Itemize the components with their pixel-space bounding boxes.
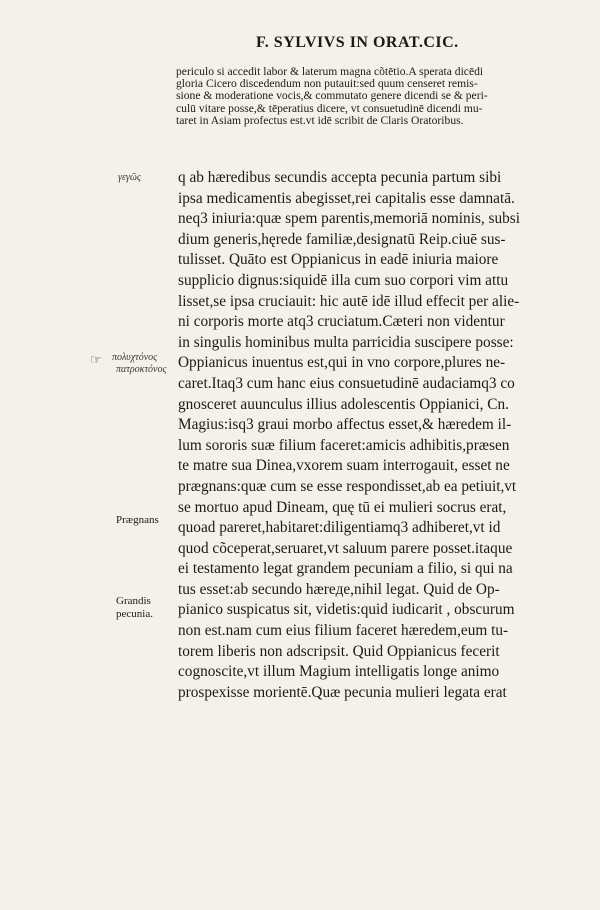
main-text-line: caret.Itaq3 cum hanc eius consuetudinē audaciamq3 co bbox=[178, 374, 515, 392]
main-text-line: prospexisse morientē.Quæ pecunia mulieri legata erat bbox=[178, 683, 507, 701]
main-text-line: non est.nam cum eius filium faceret hæredem,eum tu- bbox=[178, 622, 509, 640]
main-text-line: ni corporis morte atq3 cruciatum.Cæteri non videntur bbox=[178, 313, 505, 331]
main-text-line: cognoscite,vt illum Magium intelligatis longe animo bbox=[178, 663, 500, 681]
main-text-line: tus esset:ab secundo hæreде,nihil legat. Quid de Op- bbox=[178, 580, 500, 598]
main-text-line: tulisset. Quāto est Oppianicus in eadē iniuria maiore bbox=[178, 251, 499, 269]
margin-note-greek: γεγῶς bbox=[118, 172, 141, 183]
margin-note-praegnans: Prægnans bbox=[116, 514, 159, 526]
main-text-block bbox=[178, 168, 598, 703]
main-text-line: pianico suspicatus sit, videtis:quid iudicarit , obscurum bbox=[178, 601, 515, 619]
commentary-line: periculo si accedit labor & laterum magna cõtētio.A sperata dicēdi bbox=[176, 66, 484, 78]
margin-note-greek: πολυχτόνος bbox=[112, 352, 158, 363]
margin-note-pecunia: pecunia. bbox=[116, 608, 153, 620]
main-text-line: quoad pareret,habitaret:diligentiamq3 adhiberet,vt id bbox=[178, 519, 501, 537]
main-text-line: dium generis,hęrede familiæ,designatū Reip.ciuē sus- bbox=[178, 230, 506, 248]
commentary-line: sione & moderatione vocis,& commutato genere dicendi se & peri- bbox=[176, 90, 488, 103]
commentary-line: gloria Cicero discedendum non putauit:sed quum censeret remis- bbox=[176, 78, 478, 91]
running-head: F. SYLVIVS IN ORAT.CIC. bbox=[256, 34, 459, 51]
main-text-line: gnosceret auunculus illius adolescentis Oppianici, Cn. bbox=[178, 395, 509, 413]
main-text-line: supplicio dignus:siquidē illa cum suo corpori vim attu bbox=[178, 271, 509, 289]
main-text-line: torem liberis non adscripsit. Quid Oppianicus fecerit bbox=[178, 642, 500, 660]
main-text-line: ei testamento legat grandem pecuniam a filio, si qui na bbox=[178, 560, 513, 578]
main-text-line: prægnans:quæ cum se esse respondisset,ab ea petiuit,vt bbox=[178, 477, 517, 495]
commentary-block bbox=[176, 66, 596, 127]
main-text-line: quod cõceperat,seruaret,vt saluum parere posset.itaque bbox=[178, 539, 513, 557]
main-text-line: in singulis hominibus multa parricidia suscipere posse: bbox=[178, 333, 514, 351]
main-text-line: lisset,se ipsa cruciauit: hic autē idē illud effecit per alie- bbox=[178, 292, 520, 310]
commentary-line: taret in Asiam profectus est.vt idē scribit de Claris Oratoribus. bbox=[176, 114, 464, 127]
main-text-line: q ab hæredibus secundis accepta pecunia partum sibi bbox=[178, 169, 502, 186]
commentary-line: culū vitare posse,& tēperatius dicere, vt consuetudinē dicendi mu- bbox=[176, 102, 483, 115]
main-text-line: lum sororis suæ filium faceret:amicis adhibitis,præsen bbox=[178, 436, 510, 454]
main-text-line: ipsa medicamentis abegisset,rei capitalis esse damnatā. bbox=[178, 189, 515, 207]
margin-note-greek: πατροκτόνος bbox=[116, 364, 167, 375]
main-text-line: se mortuo apud Dineam, quę tū ei mulieri socrus erat, bbox=[178, 498, 507, 516]
manicule-icon: ☞ bbox=[90, 352, 102, 367]
main-text-line: te matre sua Dinea,vxorem suam interrogauit, esset ne bbox=[178, 457, 510, 475]
main-text-line: Magius:isq3 graui morbo affectus esset,& hæredem il- bbox=[178, 416, 512, 434]
main-text-line: neq3 iniuria:quæ spem parentis,memoriā nominis, subsi bbox=[178, 210, 521, 228]
main-text-line: Oppianicus inuentus est,qui in vno corpore,plures ne- bbox=[178, 354, 506, 372]
margin-note-grandis: Grandis bbox=[116, 595, 151, 607]
